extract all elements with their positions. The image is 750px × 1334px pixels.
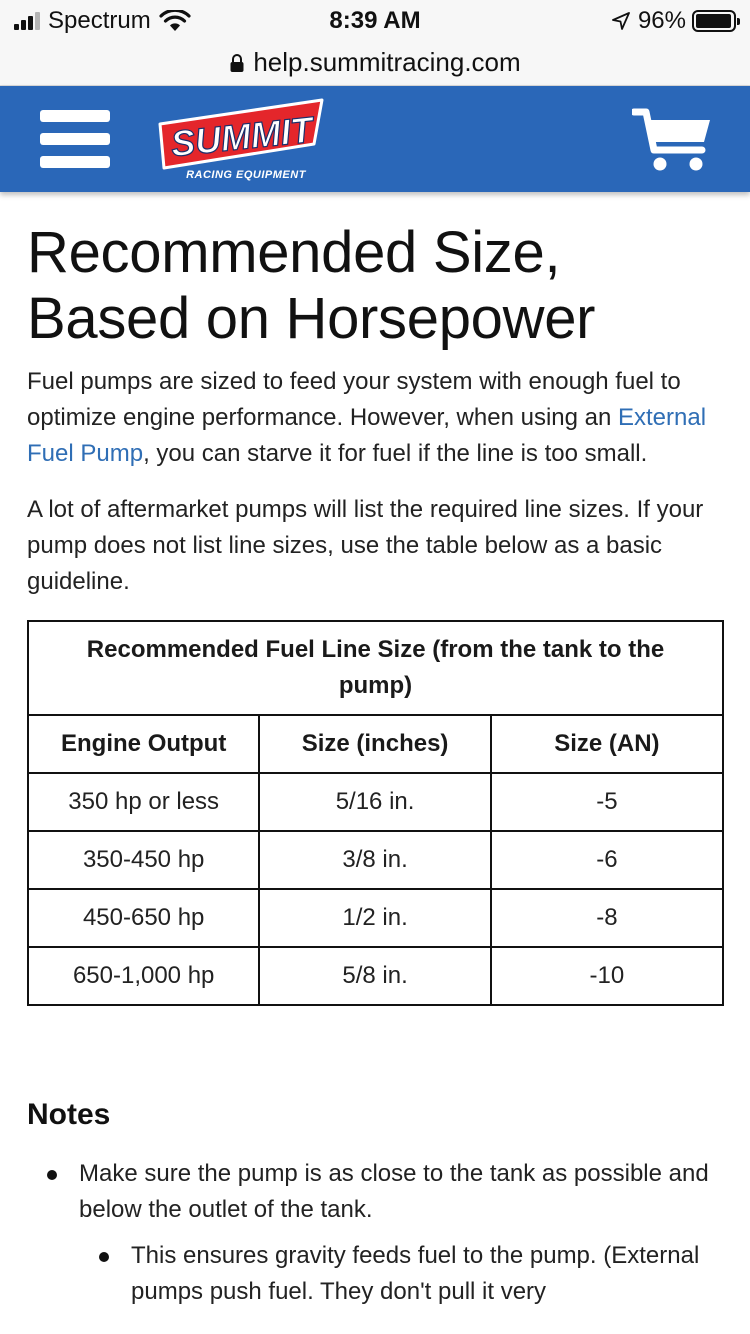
cell-engine-output: 350 hp or less: [28, 773, 259, 831]
table-header-row: [28, 715, 723, 773]
cell-engine-output: 450-650 hp: [28, 889, 259, 947]
bullet-icon: [99, 1252, 109, 1262]
site-header: [0, 86, 750, 192]
cell-size-inches: 5/8 in.: [259, 947, 490, 1005]
table-row: [28, 947, 723, 1005]
notes-list: [27, 1156, 727, 1310]
logo-tagline-text: RACING EQUIPMENT: [186, 169, 306, 181]
guideline-paragraph: A lot of aftermarket pumps will list the required line sizes. If your pump does not list line sizes, use the table below as a basic guideline.: [27, 496, 704, 595]
intro-text-after: , you can starve it for fuel if the line is too small.: [143, 440, 648, 467]
notes-sublist: [79, 1238, 727, 1310]
intro-paragraph: [27, 364, 727, 472]
logo-brand-text: SUMMIT: [168, 108, 315, 165]
table-row: [28, 889, 723, 947]
intro-text-before: Fuel pumps are sized to feed your system with enough fuel to optimize engine performance. However, when using an: [27, 368, 681, 431]
page-title-line1: Recommended Size,: [27, 220, 561, 285]
bullet-icon: [47, 1170, 57, 1180]
url-text[interactable]: help.summitracing.com: [253, 47, 521, 77]
cell-size-inches: 3/8 in.: [259, 831, 490, 889]
note-subtext: This ensures gravity feeds fuel to the pump. (External pumps push fuel. They don't pull it very: [131, 1242, 700, 1305]
status-right: [612, 6, 736, 36]
notes-heading: Notes: [27, 1098, 111, 1131]
header-size-an: Size (AN): [491, 715, 723, 773]
fuel-line-size-table: [27, 620, 724, 1006]
page-title: [27, 220, 727, 352]
cell-size-inches: 1/2 in.: [259, 889, 490, 947]
location-arrow-icon: [612, 12, 630, 30]
cell-size-inches: 5/16 in.: [259, 773, 490, 831]
shopping-cart-icon[interactable]: [632, 106, 716, 176]
cell-size-an: -6: [491, 831, 723, 889]
cell-engine-output: 650-1,000 hp: [28, 947, 259, 1005]
article-content: [27, 192, 727, 1310]
battery-icon: [692, 10, 736, 32]
cell-size-an: -5: [491, 773, 723, 831]
note-text: Make sure the pump is as close to the tank as possible and below the outlet of the tank.: [79, 1160, 709, 1223]
cell-engine-output: 350-450 hp: [28, 831, 259, 889]
header-size-inches: Size (inches): [259, 715, 490, 773]
carrier-name: Spectrum: [48, 7, 151, 34]
page-title-line2: Based on Horsepower: [27, 286, 596, 351]
cell-size-an: -10: [491, 947, 723, 1005]
table-row: [28, 773, 723, 831]
hamburger-menu-icon[interactable]: [40, 110, 110, 168]
header-engine-output: Engine Output: [28, 715, 259, 773]
cell-size-an: -8: [491, 889, 723, 947]
summit-logo[interactable]: [152, 94, 342, 184]
address-bar[interactable]: [0, 40, 750, 86]
list-item: [79, 1238, 727, 1310]
external-fuel-pump-link[interactable]: External Fuel Pump: [27, 404, 707, 467]
lock-icon: [229, 53, 245, 73]
status-time: 8:39 AM: [329, 7, 421, 34]
battery-percent: 96%: [637, 7, 686, 34]
status-bar: [0, 0, 750, 40]
table-row: [28, 831, 723, 889]
table-caption: Recommended Fuel Line Size (from the tank to the pump): [28, 621, 723, 715]
list-item: [27, 1156, 727, 1310]
